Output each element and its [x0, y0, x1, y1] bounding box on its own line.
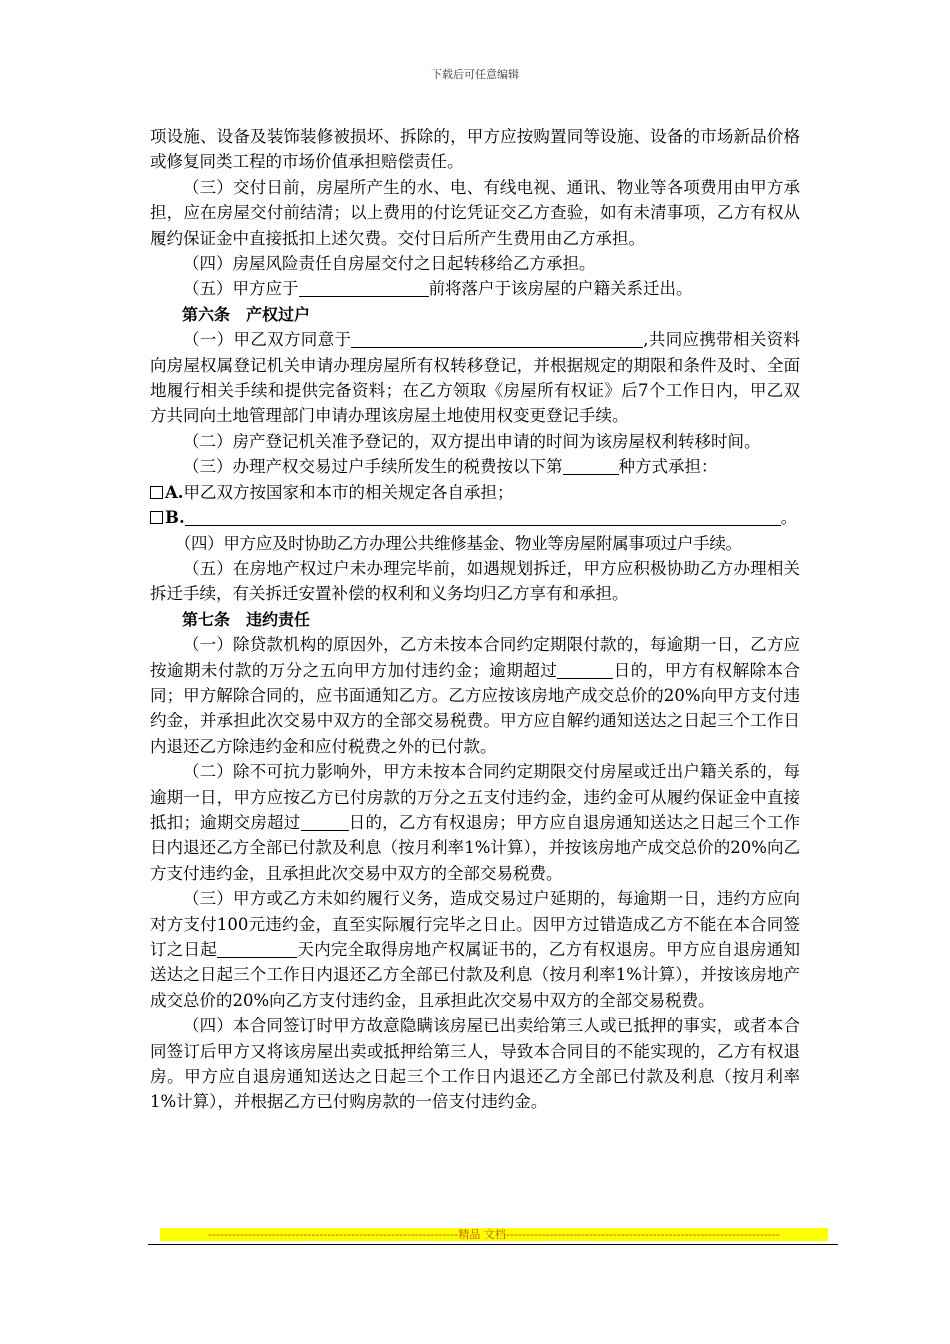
option-text: 。	[780, 508, 798, 528]
checkbox-icon[interactable]	[150, 486, 163, 499]
paragraph-text: 日的，甲方有权解除本合同；甲方解除合同的，应书面通知乙方。乙方应按该房地产成交总价的20%向甲方支付违约金，并承担此次交易中双方的全部交易税费。甲方应自解约通知送达之日起三个工作日内退还乙方除违约金和应付税费之外的已付款。	[150, 660, 801, 756]
paragraph-text: 天内完全取得房地产权属证书的，乙方有权退房。甲方应自退房通知送达之日起三个工作日内退还乙方全部已付款及利息（按月利率1%计算），并按该房地产成交总价的20%向乙方支付违约金，且承担此次交易中双方的全部交易税费。	[150, 940, 801, 1010]
fill-in-blank[interactable]	[563, 456, 619, 475]
paragraph-text: （五）甲方应于	[183, 279, 299, 299]
paragraph-text: （一）甲乙双方同意于	[183, 330, 352, 350]
paragraph: （四）本合同签订时甲方故意隐瞒该房屋已出卖给第三人或已抵押的事实，或者本合同签订后甲方又将该房屋出卖或抵押给第三人，导致本合同目的不能实现的，乙方有权退房。甲方应自退房通知送达之日起三个工作日内退还乙方全部已付款及利息（按月利率1%计算），并根据乙方已付购房款的一倍支付违约金。	[150, 1016, 800, 1112]
paragraph-text: （二）除不可抗力影响外，甲方未按本合同约定期限交付房屋或迁出户籍关系的，每逾期一日，甲方应按乙方已付房款的万分之五支付违约金，违约金可从履约保证金中直接抵扣；逾期交房超过	[150, 762, 800, 832]
paragraph	[150, 759, 800, 886]
paragraph	[150, 886, 800, 1013]
fill-in-blank[interactable]	[351, 329, 643, 348]
paragraph: （四）房屋风险责任自房屋交付之日起转移给乙方承担。	[183, 254, 596, 274]
fill-in-blank[interactable]	[301, 812, 349, 831]
paragraph-text: （三）甲方或乙方未如约履行义务，造成交易过户延期的，每逾期一日，违约方应向对方支付100元违约金，直至实际履行完毕之日止。因甲方过错造成乙方不能在本合同签订之日起	[150, 889, 800, 959]
contract-body	[150, 124, 800, 1115]
fill-in-blank[interactable]	[299, 278, 429, 297]
paragraph	[150, 327, 800, 429]
page-header: 下载后可任意编辑	[431, 68, 519, 81]
article-6-heading: 第六条 产权过户	[182, 304, 311, 324]
checkbox-icon[interactable]	[150, 511, 163, 524]
footer-divider	[148, 1244, 838, 1245]
paragraph-text: ,共同应携带相关资料向房屋权属登记机关申请办理房屋所有权转移登记，并根据规定的期限和条件及时、全面地履行相关手续和提供完备资料；在乙方领取《房屋所有权证》后7个工作日内，甲乙双方共同向土地管理部门申请办理该房屋土地使用权变更登记手续。	[150, 330, 801, 426]
paragraph-text: （一）除贷款机构的原因外，乙方未按本合同约定期限付款的，每逾期一日，乙方应按逾期未付款的万分之五向甲方加付违约金；逾期超过	[150, 635, 800, 680]
fill-in-blank[interactable]	[217, 939, 297, 958]
footer-banner: ---------------------------------------------------------------精品 文档---------------------------------------------------------------------	[160, 1228, 828, 1241]
option-b	[150, 505, 800, 530]
paragraph	[150, 454, 800, 479]
paragraph	[150, 632, 800, 759]
paragraph-text: 日的，乙方有权退房；甲方应自退房通知送达之日起三个工作日内退还乙方全部已付款及利息（按月利率1%计算），并按该房地产成交总价的20%向乙方支付违约金，且承担此次交易中双方的全部交易税费。	[150, 812, 801, 883]
paragraph: （三）交付日前，房屋所产生的水、电、有线电视、通讯、物业等各项费用由甲方承担，应在房屋交付前结清；以上费用的付讫凭证交乙方查验，如有未清事项，乙方有权从履约保证金中直接抵扣上述欠费。交付日后所产生费用由乙方承担。	[150, 177, 800, 248]
paragraph: （五）在房地产权过户未办理完毕前，如遇规划拆迁，甲方应积极协助乙方办理相关拆迁手续，有关拆迁安置补偿的权利和义务均归乙方享有和承担。	[150, 558, 800, 604]
paragraph-text: 种方式承担：	[618, 457, 718, 477]
fill-in-blank[interactable]	[185, 507, 781, 526]
paragraph: 项设施、设备及装饰装修被损坏、拆除的，甲方应按购置同等设施、设备的市场新品价格或修复同类工程的市场价值承担赔偿责任。	[150, 127, 800, 172]
option-label: A.	[165, 482, 184, 502]
paragraph	[150, 276, 800, 301]
fill-in-blank[interactable]	[557, 660, 613, 679]
option-a	[150, 480, 800, 505]
paragraph: （二）房产登记机关准予登记的，双方提出申请的时间为该房屋权利转移时间。	[183, 431, 761, 451]
article-7-heading: 第七条 违约责任	[182, 609, 311, 629]
paragraph-text: （三）办理产权交易过户手续所发生的税费按以下第	[183, 457, 563, 477]
paragraph-text: 前将落户于该房屋的户籍关系迁出。	[428, 279, 693, 299]
paragraph: （四）甲方应及时协助乙方办理公共维修基金、物业等房屋附属事项过户手续。	[174, 533, 742, 553]
option-label: B.	[165, 508, 185, 528]
option-text: 甲乙双方按国家和本市的相关规定各自承担；	[183, 482, 514, 502]
